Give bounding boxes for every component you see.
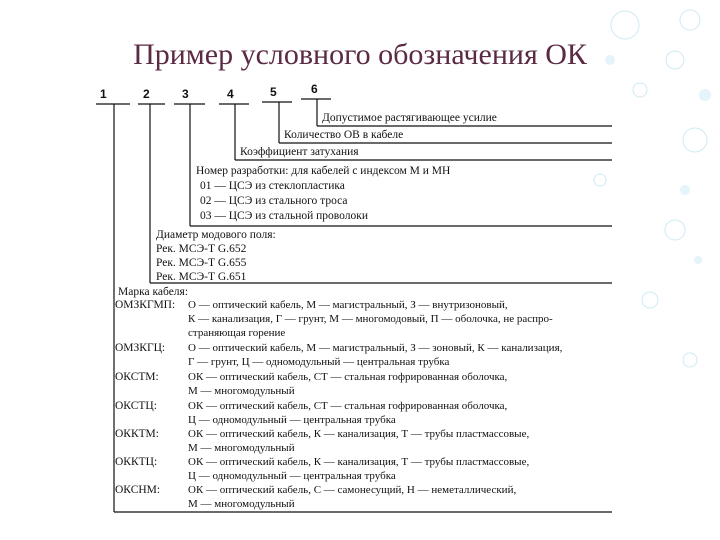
- brand-desc-line: ОК — оптический кабель, СТ — стальная гофрированная оболочка,: [188, 371, 508, 383]
- brand-desc-line: ОК — оптический кабель, С — самонесущий, Н — неметаллический,: [188, 484, 517, 496]
- brand-desc-line: Ц — одномодульный — центральная трубка: [188, 470, 396, 482]
- position-number-5: 5: [270, 85, 277, 99]
- field-6-label: Допустимое растягивающее усилие: [322, 112, 497, 124]
- brand-desc-line: О — оптический кабель, М — магистральный, З — внутризоновый,: [188, 299, 508, 311]
- page-title: Пример условного обозначения ОК: [133, 38, 587, 71]
- position-number-1: 1: [100, 87, 107, 101]
- brand-code: ОКСНМ:: [115, 484, 161, 496]
- brand-desc-line: О — оптический кабель, М — магистральный, З — зоновый, К — канализация,: [188, 342, 563, 354]
- brand-desc-line: ОК — оптический кабель, К — канализация, Т — трубы пластмассовые,: [188, 428, 530, 440]
- brand-desc-line: ОК — оптический кабель, К — канализация, Т — трубы пластмассовые,: [188, 456, 530, 468]
- brand-code: ОКСТЦ:: [115, 400, 157, 412]
- brand-desc-line: страняющая горение: [188, 327, 286, 339]
- field-4-label: Коэффициент затухания: [240, 146, 359, 158]
- brand-code: ОКСТМ:: [115, 371, 159, 383]
- brand-desc-line: М — многомодульный: [188, 442, 295, 454]
- field-5-label: Количество ОВ в кабеле: [284, 129, 404, 141]
- brand-desc-line: М — многомодульный: [188, 385, 295, 397]
- position-number-2: 2: [143, 87, 150, 101]
- field-3-item: 02 — ЦСЭ из стального троса: [200, 195, 348, 207]
- brand-code: ОККТМ:: [115, 428, 159, 440]
- field-3-heading: Номер разработки: для кабелей с индексом М и МН: [196, 165, 451, 177]
- field-3-item: 03 — ЦСЭ из стальной проволоки: [200, 210, 368, 222]
- position-number-4: 4: [227, 87, 234, 101]
- field-2-item: Рек. МСЭ-Т G.655: [156, 257, 247, 269]
- brand-code: ОМЗКГЦ:: [115, 342, 166, 354]
- brand-desc-line: Ц — одномодульный — центральная трубка: [188, 414, 396, 426]
- field-2-item: Рек. МСЭ-Т G.652: [156, 243, 247, 255]
- field-1-heading: Марка кабеля:: [118, 286, 189, 298]
- brand-desc-line: Г — грунт, Ц — одномодульный — центральная трубка: [188, 356, 450, 368]
- brand-desc-line: К — канализация, Г — грунт, М — многомодовый, П — оболочка, не распро-: [188, 313, 553, 325]
- brand-desc-line: М — многомодульный: [188, 498, 295, 510]
- position-number-3: 3: [182, 87, 189, 101]
- brand-desc-line: ОК — оптический кабель, СТ — стальная гофрированная оболочка,: [188, 400, 508, 412]
- position-number-6: 6: [311, 82, 318, 96]
- field-2-item: Рек. МСЭ-Т G.651: [156, 271, 247, 283]
- field-2-heading: Диаметр модового поля:: [156, 229, 276, 241]
- brand-code: ОККТЦ:: [115, 456, 158, 468]
- field-3-item: 01 — ЦСЭ из стеклопластика: [200, 180, 345, 192]
- brand-code: ОМЗКГМП:: [115, 299, 176, 311]
